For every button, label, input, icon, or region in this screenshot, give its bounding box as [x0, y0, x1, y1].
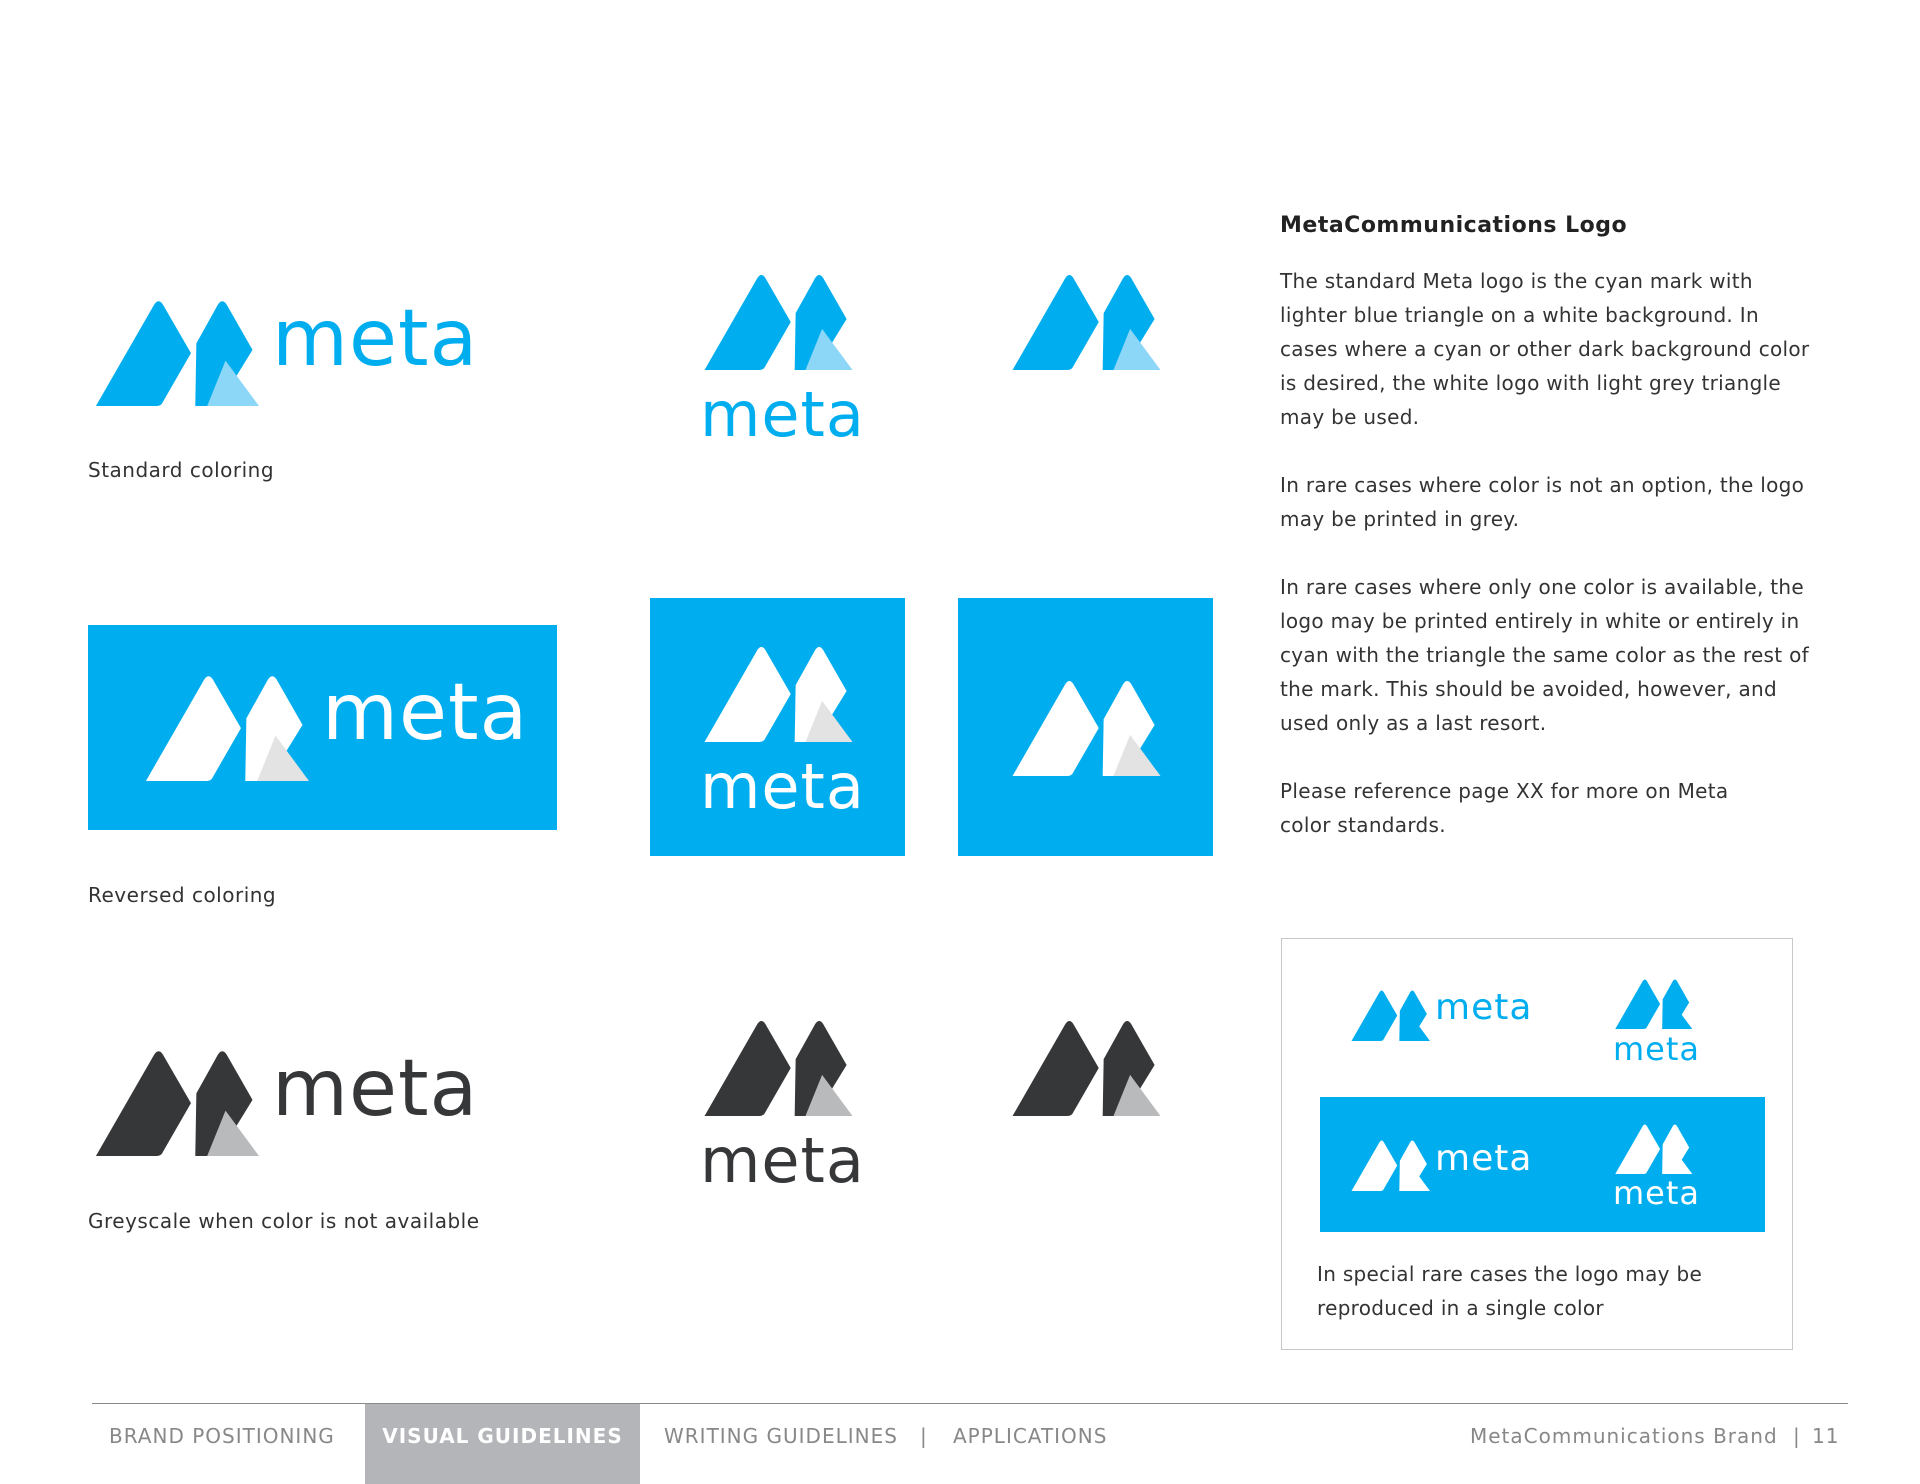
- nav-writing-guidelines[interactable]: WRITING GUIDELINES: [664, 1424, 898, 1448]
- meta-wordmark-reversed-stacked: meta: [700, 750, 865, 823]
- meta-mark-standard-icon: [1004, 272, 1170, 370]
- footer-page-separator: |: [1793, 1424, 1801, 1448]
- description-paragraph-1: The standard Meta logo is the cyan mark with lighter blue triangle on a white background. In cases where a cyan or other dark background color is desired, the white logo with light grey triangle may be used.: [1280, 269, 1810, 429]
- meta-wordmark-single-white-horizontal: meta: [1435, 1138, 1533, 1179]
- meta-wordmark-single-cyan-stacked: meta: [1613, 1030, 1701, 1068]
- meta-wordmark-reversed-horizontal: meta: [322, 668, 529, 758]
- meta-mark-single-white-horizontal: [1348, 1139, 1434, 1191]
- meta-mark-single-cyan-horizontal: [1348, 989, 1434, 1041]
- footer-page-number: 11: [1812, 1424, 1840, 1448]
- logo-description: [1280, 213, 1820, 876]
- meta-mark-greyscale-horizontal: [88, 1048, 268, 1156]
- meta-wordmark-standard-horizontal: meta: [272, 294, 479, 384]
- meta-wordmark-single-cyan-horizontal: meta: [1435, 987, 1533, 1028]
- meta-wordmark-greyscale-horizontal: meta: [272, 1044, 479, 1134]
- meta-mark-greyscale-stacked: [696, 1018, 862, 1116]
- caption-reversed-coloring: Reversed coloring: [88, 883, 277, 907]
- single-color-caption: In special rare cases the logo may be reproduced in a single color: [1317, 1262, 1703, 1320]
- description-heading: MetaCommunications Logo: [1280, 213, 1628, 238]
- meta-mark-greyscale-icon: [1004, 1018, 1170, 1116]
- meta-mark-reversed-horizontal: [138, 673, 318, 781]
- meta-mark-standard-stacked: [696, 272, 862, 370]
- nav-applications[interactable]: APPLICATIONS: [953, 1424, 1108, 1448]
- meta-mark-single-white-stacked: [1611, 1123, 1697, 1174]
- meta-wordmark-standard-stacked: meta: [700, 378, 865, 451]
- description-paragraph-4: Please reference page XX for more on Meta color standards.: [1280, 779, 1729, 837]
- description-paragraph-2: In rare cases where color is not an option, the logo may be printed in grey.: [1280, 473, 1805, 531]
- single-color-examples-box: [1281, 938, 1793, 1350]
- meta-mark-single-cyan-stacked: [1611, 978, 1697, 1029]
- nav-visual-guidelines[interactable]: VISUAL GUIDELINES: [365, 1404, 640, 1484]
- meta-mark-standard-horizontal: [88, 298, 268, 406]
- meta-wordmark-single-white-stacked: meta: [1613, 1174, 1701, 1212]
- meta-wordmark-greyscale-stacked: meta: [700, 1124, 865, 1197]
- nav-brand-positioning[interactable]: BRAND POSITIONING: [109, 1424, 335, 1448]
- meta-mark-reversed-icon: [1004, 678, 1170, 776]
- caption-standard-coloring: Standard coloring: [88, 458, 275, 482]
- caption-greyscale: Greyscale when color is not available: [88, 1209, 480, 1233]
- meta-mark-reversed-stacked: [696, 644, 862, 742]
- footer-brand-name: MetaCommunications Brand: [1470, 1424, 1778, 1448]
- nav-separator: |: [920, 1424, 928, 1448]
- description-paragraph-3: In rare cases where only one color is available, the logo may be printed entirely in white or entirely in cyan with the triangle the same color as the rest of the mark. This should be avoided, however, and used only as a last resort.: [1280, 575, 1809, 735]
